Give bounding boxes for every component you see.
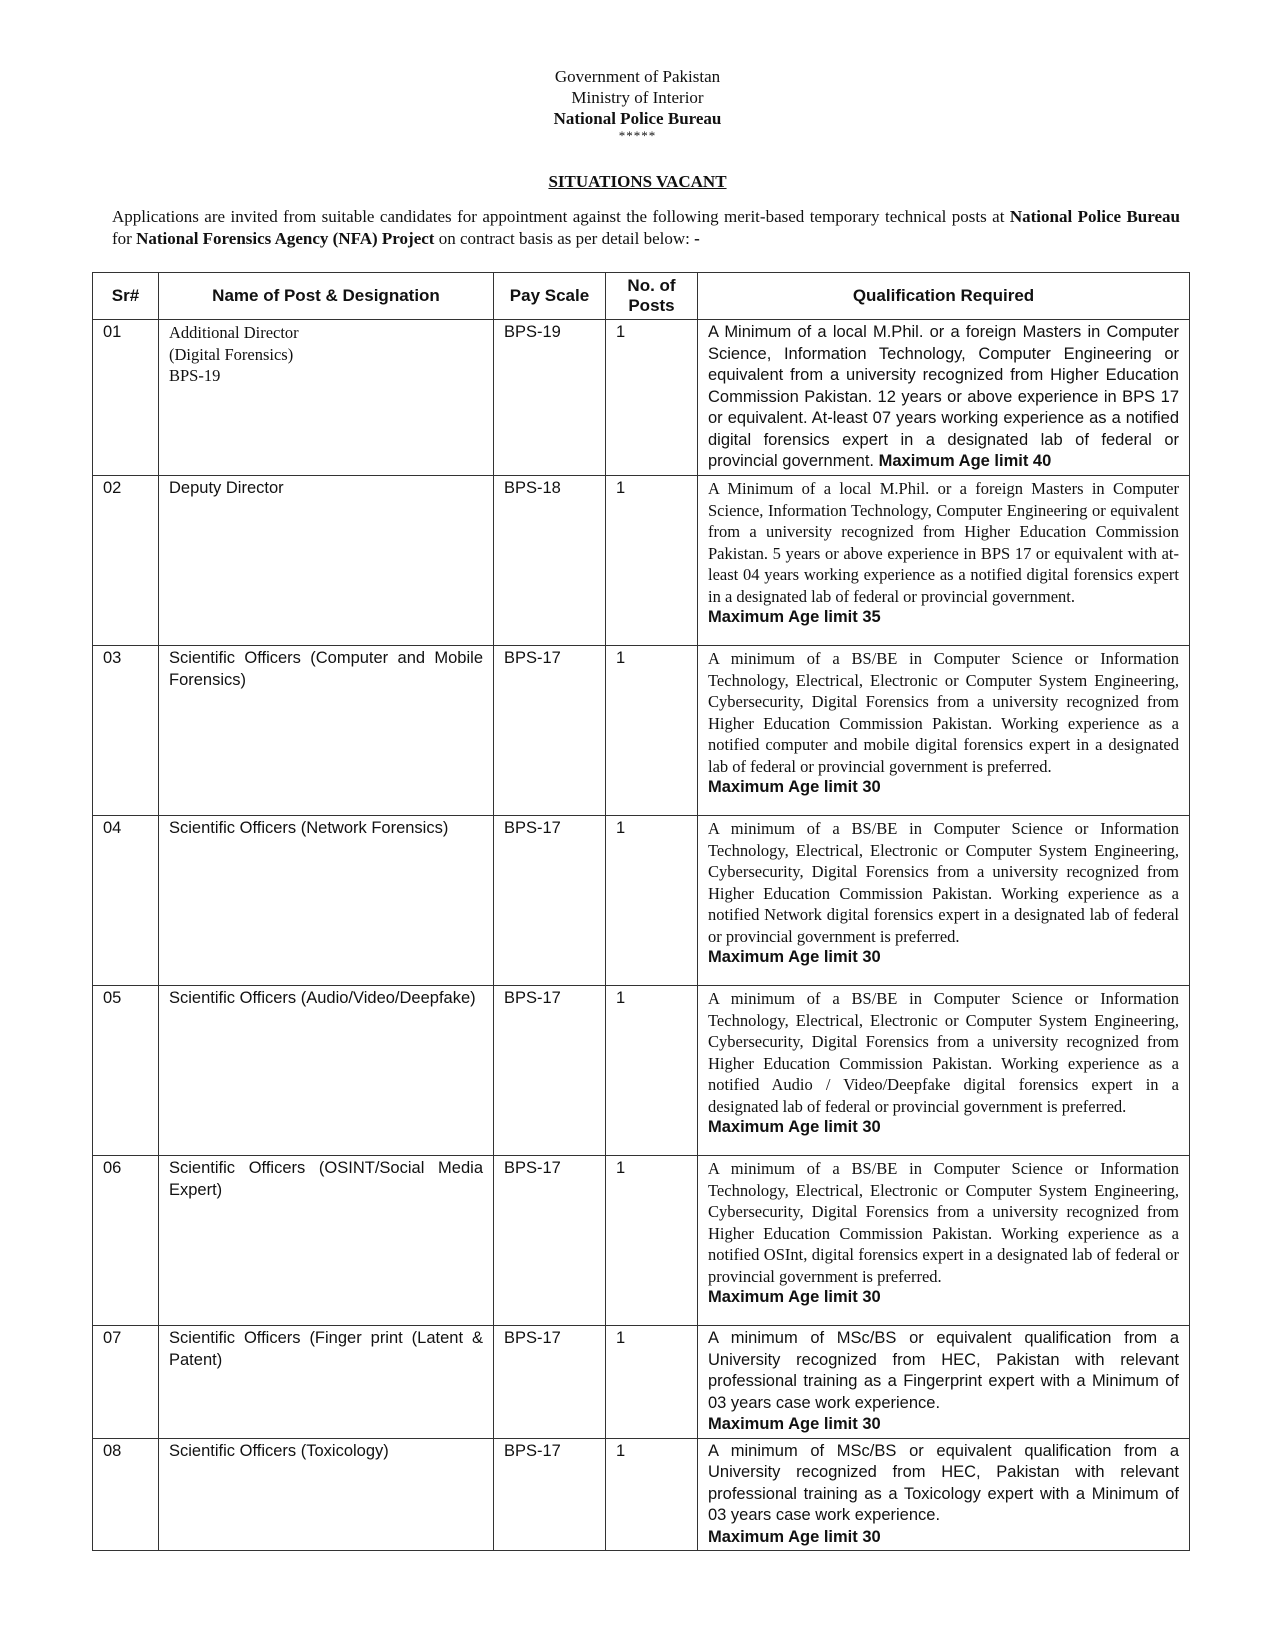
table-row xyxy=(93,646,1190,816)
intro-project: National Forensics Agency (NFA) Project xyxy=(136,229,435,248)
row-posts: 1 xyxy=(606,320,698,476)
age-limit: Maximum Age limit 30 xyxy=(708,1118,881,1136)
row-pay-scale: BPS-18 xyxy=(494,476,606,646)
age-limit: Maximum Age limit 30 xyxy=(708,948,881,966)
page-title: SITUATIONS VACANT xyxy=(548,172,727,191)
row-pay-scale: BPS-17 xyxy=(494,1438,606,1551)
intro-paragraph xyxy=(112,206,1180,250)
qualification-text: A minimum of MSc/BS or equivalent qualification from a University recognized from HEC, Pakistan with relevant professional training as a Fingerprint expert with a Minimum of 03 years case work experience. xyxy=(708,1329,1179,1412)
qualification-text: A minimum of a BS/BE in Computer Science or Information Technology, Electrical, Electronic or Computer System Engineering, Cybersecurity, Digital Forensics from a university recognized from Higher Education Commission Pakistan. Working experience as a notified Network digital forensics expert in a designated lab of federal or provincial government is preferred. xyxy=(708,819,1179,946)
header-sr: Sr# xyxy=(93,273,159,320)
row-post-name: Scientific Officers (Audio/Video/Deepfake) xyxy=(159,986,494,1156)
age-limit: Maximum Age limit 40 xyxy=(878,452,1052,470)
row-pay-scale: BPS-17 xyxy=(494,986,606,1156)
row-pay-scale: BPS-19 xyxy=(494,320,606,476)
document-header xyxy=(0,66,1275,143)
table-row xyxy=(93,1438,1190,1551)
qualification-text: A Minimum of a local M.Phil. or a foreign Masters in Computer Science, Information Technology, Computer Engineering or equivalent from a university recognized from Higher Education Commission Pakistan. 12 years or above experience in BPS 17 or equivalent. At-least 07 years working experience as a notified digital forensics expert in a designated lab of federal or provincial government. xyxy=(708,323,1179,470)
bureau-line: National Police Bureau xyxy=(553,109,722,128)
header-qualification: Qualification Required xyxy=(698,273,1190,320)
post-name-line2: (Digital Forensics) xyxy=(169,344,294,364)
qualification-text: A Minimum of a local M.Phil. or a foreign Masters in Computer Science, Information Technology, Computer Engineering or equivalent from a university recognized from Higher Education Commission Pakistan. 5 years or above experience in BPS 17 or equivalent with at-least 04 years working experience as a notified digital forensics expert in a designated lab of federal or provincial government. xyxy=(708,479,1179,606)
intro-org: National Police Bureau xyxy=(1009,207,1180,226)
row-post-name: Scientific Officers (Finger print (Latent & Patent) xyxy=(159,1326,494,1439)
row-posts: 1 xyxy=(606,646,698,816)
qualification-text: A minimum of MSc/BS or equivalent qualification from a University recognized from HEC, Pakistan with relevant professional training as a Toxicology expert with a Minimum of 03 years case work experience. xyxy=(708,1441,1179,1524)
intro-text-1: Applications are invited from suitable candidates for appointment against the following merit-based temporary technical posts at xyxy=(112,207,1010,226)
table-row xyxy=(93,476,1190,646)
age-limit: Maximum Age limit 30 xyxy=(708,1288,881,1306)
table-row xyxy=(93,1326,1190,1439)
table-row xyxy=(93,986,1190,1156)
age-limit: Maximum Age limit 30 xyxy=(708,778,881,796)
qualification-text: A minimum of a BS/BE in Computer Science or Information Technology, Electrical, Electronic or Computer System Engineering, Cybersecurity, Digital Forensics from a university recognized from Higher Education Commission Pakistan. Working experience as a notified Audio / Video/Deepfake digital forensics expert in a designated lab of federal or provincial government is preferred. xyxy=(708,989,1179,1116)
row-posts: 1 xyxy=(606,1326,698,1439)
age-limit: Maximum Age limit 30 xyxy=(708,1415,881,1433)
row-sr: 06 xyxy=(93,1156,159,1326)
government-line: Government of Pakistan xyxy=(554,67,721,86)
row-post-name: Scientific Officers (Toxicology) xyxy=(159,1438,494,1551)
row-qualification xyxy=(698,320,1190,476)
row-sr: 02 xyxy=(93,476,159,646)
row-pay-scale: BPS-17 xyxy=(494,1156,606,1326)
row-post-name: Deputy Director xyxy=(159,476,494,646)
row-sr: 05 xyxy=(93,986,159,1156)
table-row xyxy=(93,320,1190,476)
row-post-name: Scientific Officers (Network Forensics) xyxy=(159,816,494,986)
row-posts: 1 xyxy=(606,986,698,1156)
intro-text-2: for xyxy=(112,229,137,248)
header-posts-line2: Posts xyxy=(628,296,675,315)
row-qualification xyxy=(698,646,1190,816)
row-sr: 04 xyxy=(93,816,159,986)
row-posts: 1 xyxy=(606,1156,698,1326)
ministry-line: Ministry of Interior xyxy=(571,88,704,107)
row-posts: 1 xyxy=(606,1438,698,1551)
header-posts xyxy=(606,273,698,320)
row-pay-scale: BPS-17 xyxy=(494,816,606,986)
row-post-name: Scientific Officers (Computer and Mobile Forensics) xyxy=(159,646,494,816)
age-limit: Maximum Age limit 30 xyxy=(708,1527,881,1546)
row-sr: 08 xyxy=(93,1438,159,1551)
intro-dash: - xyxy=(694,229,700,248)
separator-stars: ***** xyxy=(618,128,657,143)
row-post-name xyxy=(159,320,494,476)
row-qualification xyxy=(698,1156,1190,1326)
qualification-text: A minimum of a BS/BE in Computer Science or Information Technology, Electrical, Electronic or Computer System Engineering, Cybersecurity, Digital Forensics from a university recognized from Higher Education Commission Pakistan. Working experience as a notified computer and mobile digital forensics expert in a designated lab of federal or provincial government is preferred. xyxy=(708,649,1179,776)
row-qualification xyxy=(698,816,1190,986)
header-posts-line1: No. of xyxy=(627,276,676,295)
row-pay-scale: BPS-17 xyxy=(494,646,606,816)
row-sr: 03 xyxy=(93,646,159,816)
table-row xyxy=(93,1156,1190,1326)
age-limit: Maximum Age limit 35 xyxy=(708,608,881,626)
header-name: Name of Post & Designation xyxy=(159,273,494,320)
post-name-line3: BPS-19 xyxy=(169,366,221,385)
qualification-text: A minimum of a BS/BE in Computer Science or Information Technology, Electrical, Electronic or Computer System Engineering, Cybersecurity, Digital Forensics from a university recognized from Higher Education Commission Pakistan. Working experience as a notified OSInt, digital forensics expert in a designated lab of federal or provincial government is preferred. xyxy=(708,1159,1179,1286)
row-post-name: Scientific Officers (OSINT/Social Media Expert) xyxy=(159,1156,494,1326)
header-pay-scale: Pay Scale xyxy=(494,273,606,320)
row-pay-scale: BPS-17 xyxy=(494,1326,606,1439)
vacancies-table xyxy=(92,272,1190,1551)
row-qualification xyxy=(698,1438,1190,1551)
row-posts: 1 xyxy=(606,816,698,986)
row-posts: 1 xyxy=(606,476,698,646)
row-sr: 01 xyxy=(93,320,159,476)
table-header-row xyxy=(93,273,1190,320)
intro-text-3: on contract basis as per detail below: xyxy=(434,229,695,248)
row-qualification xyxy=(698,476,1190,646)
row-qualification xyxy=(698,1326,1190,1439)
row-sr: 07 xyxy=(93,1326,159,1439)
post-name-line1: Additional Director xyxy=(169,323,299,342)
table-row xyxy=(93,816,1190,986)
row-qualification xyxy=(698,986,1190,1156)
